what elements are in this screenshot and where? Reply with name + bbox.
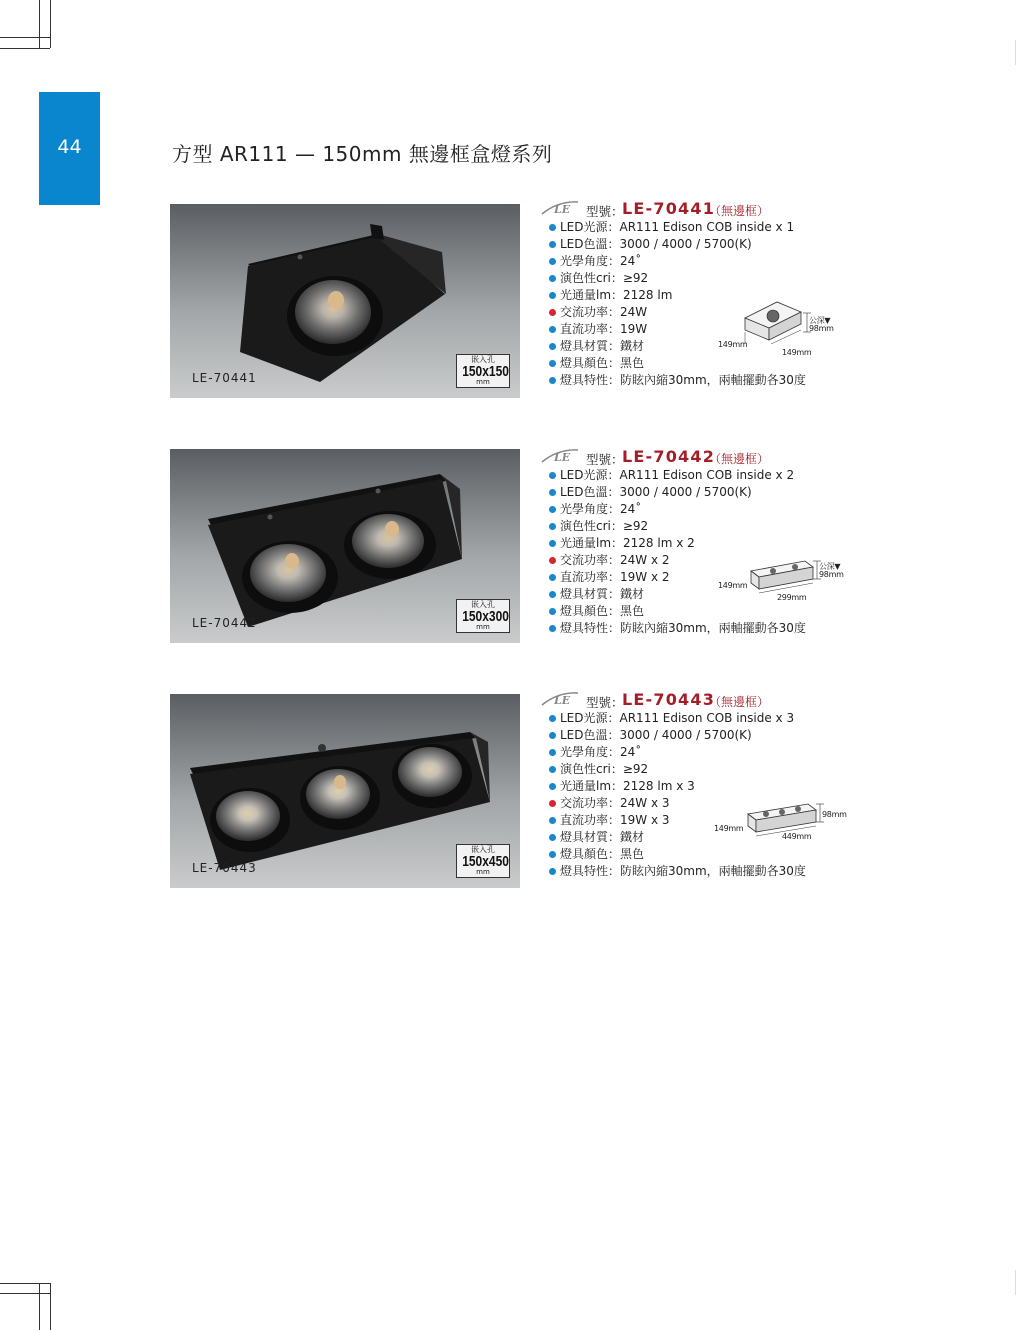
spec-row: 燈具顏色：黑色 [540,603,840,620]
model-note: （無邊框） [709,695,770,709]
spec-row: 燈具顏色：黑色 [540,355,840,372]
model-key: 型號： [586,695,624,710]
spec-block-2 [540,447,840,637]
le-logo-icon [540,690,582,708]
bullet-dot-icon [549,834,556,841]
crop-mark-bottom-left-h [0,1283,50,1284]
dim-length: 449mm [782,832,812,841]
bullet-dot-icon [549,817,556,824]
model-row [540,199,840,219]
spec-block-1 [540,199,840,389]
spec-row: 光學角度：24˚ [540,501,840,518]
model-number: LE-70442 [622,447,716,466]
spec-list [540,467,840,637]
crop-mark-right-top [1015,40,1016,65]
spec-row: 燈具材質：鐵材 [540,829,840,846]
spec-row: 光通量lm：2128 lm x 2 [540,535,840,552]
dim-width: 149mm [718,340,748,349]
model-note: （無邊框） [709,204,770,218]
spec-row: 燈具顏色：黑色 [540,846,840,863]
product-photo-1 [170,204,520,398]
bullet-dot-icon [549,360,556,367]
dim-depth-label: 公深▼ [809,316,831,325]
bullet-dot-icon [549,489,556,496]
dim-height: 98mm [819,570,844,579]
crop-mark-right-bottom [1015,1270,1016,1295]
cutout-size-box [456,599,510,633]
cutout-size: 150x150 [462,363,509,380]
bullet-dot-icon [549,377,556,384]
crop-mark-top-left-v2 [50,0,51,48]
model-row [540,447,840,467]
le-logo-icon [540,199,582,217]
cutout-size: 150x300 [462,608,509,625]
spec-row: 演色性cri：≥92 [540,761,840,778]
dimension-drawing-1 [715,296,845,358]
model-key: 型號： [586,204,624,219]
page-number: 44 [57,136,82,158]
crop-mark-bottom-left-h2 [0,1293,50,1294]
spec-row: LED光源：AR111 Edison COB inside x 3 [540,710,840,727]
spec-row: LED色溫：3000 / 4000 / 5700(K) [540,484,840,501]
photo-model-label: LE-70443 [192,861,257,875]
cutout-size: 150x450 [462,853,509,870]
dim-length: 149mm [782,348,812,357]
photo-model-label: LE-70441 [192,371,257,385]
page-number-tab [39,92,100,205]
dimension-drawing-2 [715,555,845,605]
cutout-unit: mm [476,623,490,631]
model-note: （無邊框） [709,452,770,466]
spec-block-3 [540,690,840,880]
spec-row: 交流功率：24W x 3 [540,795,840,812]
model-key: 型號： [586,452,624,467]
bullet-dot-icon [549,851,556,858]
crop-mark-top-left-h2 [0,48,50,49]
spec-row: 直流功率：19W [540,321,840,338]
dim-height: 98mm [822,810,847,819]
spec-row: 燈具特性：防眩內縮30mm，兩軸擺動各30度 [540,863,840,880]
spec-row: 演色性cri：≥92 [540,270,840,287]
spec-row: LED色溫：3000 / 4000 / 5700(K) [540,727,840,744]
spec-row: 直流功率：19W x 2 [540,569,840,586]
cutout-size-box [456,354,510,388]
bullet-dot-icon [549,472,556,479]
cutout-unit: mm [476,378,490,386]
spec-row: 直流功率：19W x 3 [540,812,840,829]
spec-row: 光學角度：24˚ [540,253,840,270]
spec-row: 燈具特性：防眩內縮30mm，兩軸擺動各30度 [540,620,840,637]
page-title: 方型 AR111 — 150mm 無邊框盒燈系列 [172,142,553,166]
model-number: LE-70443 [622,690,716,709]
dim-width: 149mm [714,824,744,833]
bullet-dot-icon [549,732,556,739]
cutout-size-box [456,844,510,878]
bullet-dot-icon [549,326,556,333]
photo-model-label: LE-70442 [192,616,257,630]
crop-mark-top-left-v [39,0,40,48]
product-photo-2 [170,449,520,643]
product-photo-3 [170,694,520,888]
bullet-dot-icon [549,309,556,316]
spec-row: 光通量lm：2128 lm x 3 [540,778,840,795]
spec-row: 光學角度：24˚ [540,744,840,761]
bullet-dot-icon [549,591,556,598]
cutout-label: 嵌入孔 [471,600,495,609]
dim-width: 149mm [718,581,748,590]
bullet-dot-icon [549,523,556,530]
dim-depth-label: 公深▼ [819,562,841,571]
svg-text:LE: LE [554,203,571,216]
bullet-dot-icon [549,625,556,632]
bullet-dot-icon [549,868,556,875]
spec-row: 交流功率：24W x 2 [540,552,840,569]
bullet-dot-icon [549,766,556,773]
cutout-label: 嵌入孔 [471,845,495,854]
bullet-dot-icon [549,506,556,513]
dim-length: 299mm [777,593,807,602]
dimension-drawing-3 [712,800,847,846]
bullet-dot-icon [549,258,556,265]
le-logo-icon [540,447,582,465]
bullet-dot-icon [549,574,556,581]
bullet-dot-icon [549,224,556,231]
spec-row: LED光源：AR111 Edison COB inside x 1 [540,219,840,236]
cutout-unit: mm [476,868,490,876]
model-number: LE-70441 [622,199,716,218]
model-row [540,690,840,710]
spec-row: 演色性cri：≥92 [540,518,840,535]
spec-row: 交流功率：24W [540,304,840,321]
bullet-dot-icon [549,749,556,756]
spec-row: 燈具材質：鐵材 [540,586,840,603]
bullet-dot-icon [549,540,556,547]
crop-mark-top-left-h [0,37,50,38]
bullet-dot-icon [549,783,556,790]
spec-row: 燈具材質：鐵材 [540,338,840,355]
spec-row: 光通量lm：2128 lm [540,287,840,304]
bullet-dot-icon [549,292,556,299]
bullet-dot-icon [549,608,556,615]
crop-mark-bottom-left-v [39,1283,40,1330]
spec-row: LED色溫：3000 / 4000 / 5700(K) [540,236,840,253]
bullet-dot-icon [549,715,556,722]
bullet-dot-icon [549,343,556,350]
bullet-dot-icon [549,800,556,807]
svg-text:LE: LE [554,451,571,464]
bullet-dot-icon [549,275,556,282]
bullet-dot-icon [549,241,556,248]
dimension-box-icon [712,800,847,846]
crop-mark-bottom-left-v2 [50,1283,51,1330]
spec-row: 燈具特性：防眩內縮30mm，兩軸擺動各30度 [540,372,840,389]
bullet-dot-icon [549,557,556,564]
spec-list [540,710,840,880]
spec-row: LED光源：AR111 Edison COB inside x 2 [540,467,840,484]
dim-height: 98mm [809,324,834,333]
svg-text:LE: LE [554,694,571,707]
cutout-label: 嵌入孔 [471,355,495,364]
